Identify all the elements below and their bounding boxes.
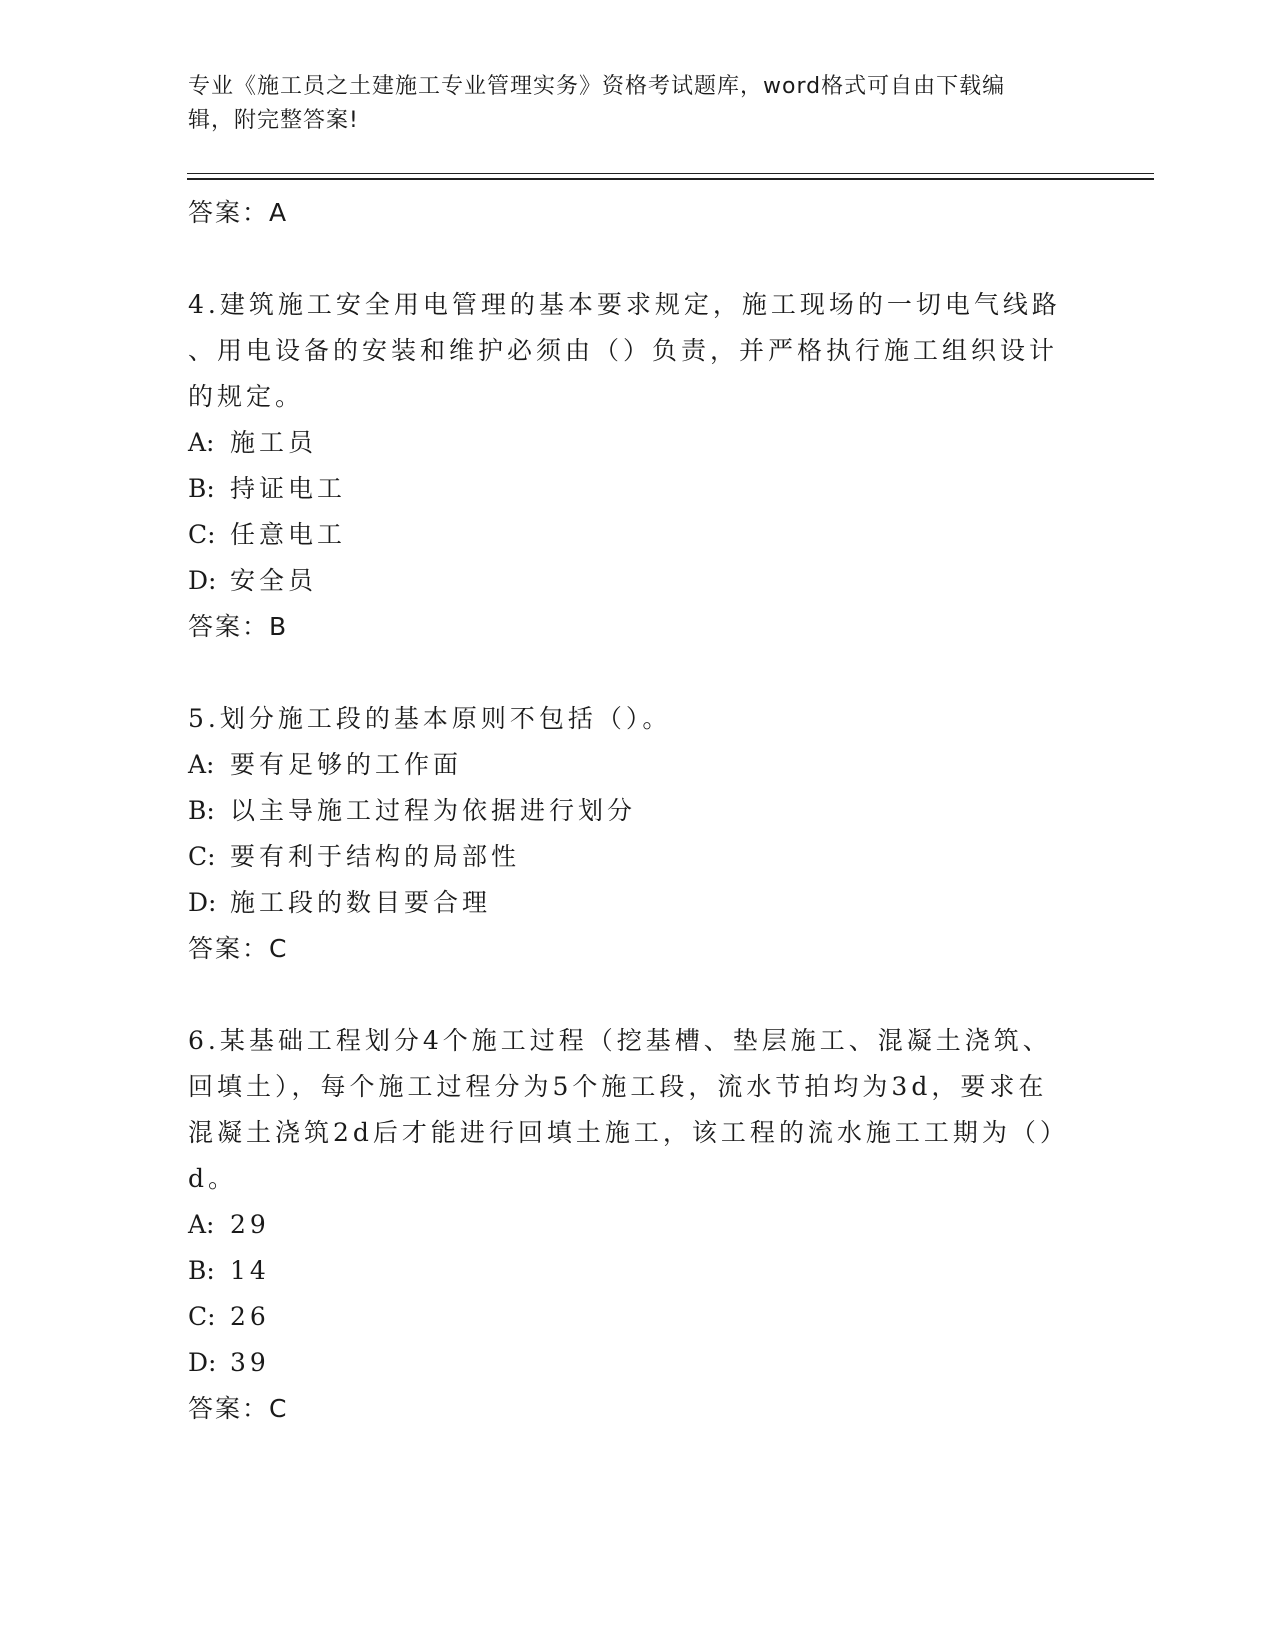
option-letter: B:: [188, 796, 215, 825]
question-text-line: 的规定。: [188, 382, 305, 411]
option-text: 39: [230, 1348, 270, 1377]
option-text: 持证电工: [230, 474, 347, 503]
option-a: [188, 742, 1088, 788]
option-a: [188, 420, 1088, 466]
question-text-line: d。: [188, 1164, 238, 1193]
option-b: [188, 466, 1088, 512]
option-a: [188, 1202, 1088, 1248]
option-d: [188, 558, 1088, 604]
option-text: 14: [230, 1256, 270, 1285]
answer-line: 答案：B: [188, 612, 289, 641]
option-letter: D:: [188, 1348, 217, 1377]
option-letter: D:: [188, 566, 217, 595]
option-c: [188, 834, 1088, 880]
header-line-2: 辑，附完整答案!: [188, 108, 359, 133]
question-text-line: 回填土），每个施工过程分为5个施工段，流水节拍均为3d，要求在: [188, 1072, 1048, 1101]
option-text: 以主导施工过程为依据进行划分: [230, 796, 637, 825]
option-text: 施工段的数目要合理: [230, 888, 492, 917]
answer-line: 答案：C: [188, 934, 289, 963]
answer-line: 答案：C: [188, 1394, 289, 1423]
option-b: [188, 788, 1088, 834]
question-text-line: 、用电设备的安装和维护必须由（）负责，并严格执行施工组织设计: [188, 336, 1059, 365]
question-block: [188, 696, 1088, 972]
option-text: 29: [230, 1210, 270, 1239]
question-text-line: 6.某基础工程划分4个施工过程（挖基槽、垫层施工、混凝土浇筑、: [188, 1026, 1052, 1055]
option-text: 要有足够的工作面: [230, 750, 463, 779]
option-text: 施工员: [230, 428, 318, 457]
option-letter: C:: [188, 520, 216, 549]
option-text: 任意电工: [230, 520, 347, 549]
question-text-line: 4.建筑施工安全用电管理的基本要求规定，施工现场的一切电气线路: [188, 290, 1061, 319]
question-text-line: 5.划分施工段的基本原则不包括（）。: [188, 704, 672, 733]
header-divider-thick: [187, 178, 1154, 180]
header-divider-thin: [187, 173, 1154, 174]
option-text: 26: [230, 1302, 270, 1331]
question-text-line: 混凝土浇筑2d后才能进行回填土施工，该工程的流水施工工期为（）: [188, 1118, 1069, 1147]
option-letter: A:: [188, 1210, 215, 1239]
option-b: [188, 1248, 1088, 1294]
option-letter: B:: [188, 1256, 215, 1285]
question-list: [188, 190, 1088, 1432]
question-block: [188, 1018, 1088, 1432]
option-letter: C:: [188, 1302, 216, 1331]
option-c: [188, 512, 1088, 558]
document-header: [188, 70, 1068, 138]
option-letter: C:: [188, 842, 216, 871]
option-text: 安全员: [230, 566, 318, 595]
option-letter: A:: [188, 428, 215, 457]
header-line-1: 专业《施工员之土建施工专业管理实务》资格考试题库，word格式可自由下载编: [188, 74, 1006, 99]
previous-answer: 答案：A: [188, 198, 289, 227]
option-c: [188, 1294, 1088, 1340]
option-d: [188, 1340, 1088, 1386]
option-letter: B:: [188, 474, 215, 503]
option-d: [188, 880, 1088, 926]
option-letter: D:: [188, 888, 217, 917]
question-block: [188, 282, 1088, 650]
option-text: 要有利于结构的局部性: [230, 842, 521, 871]
option-letter: A:: [188, 750, 215, 779]
